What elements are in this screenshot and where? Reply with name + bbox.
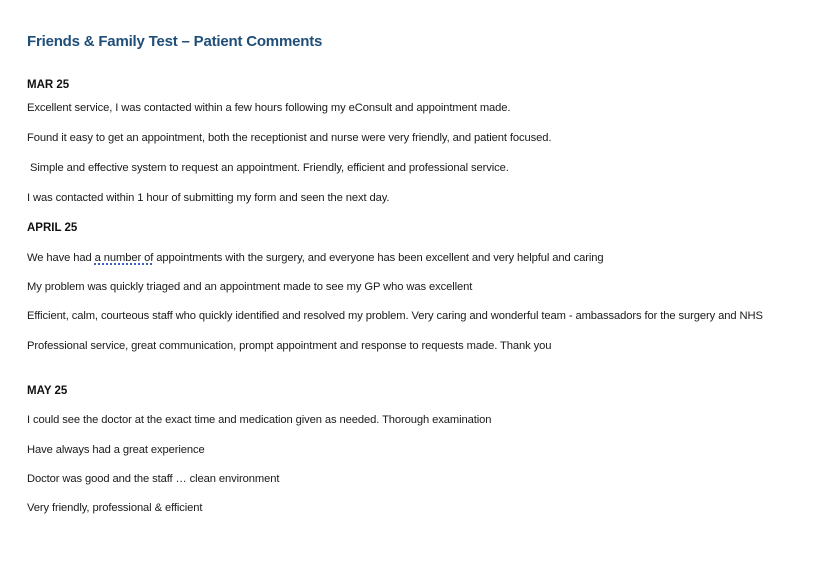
- section-heading-mar-25: MAR 25: [27, 79, 70, 91]
- comment-text: I could see the doctor at the exact time and medication given as needed. Thorough examination: [27, 414, 492, 426]
- comment-text: My problem was quickly triaged and an appointment made to see my GP who was excellent: [27, 281, 473, 293]
- grammar-flagged-phrase[interactable]: a number of: [94, 252, 154, 264]
- section-heading-april-25: APRIL 25: [27, 222, 78, 234]
- comment-text: Professional service, great communication, prompt appointment and response to requests made. Thank you: [27, 340, 552, 352]
- comment-text: Excellent service, I was contacted within a few hours following my eConsult and appointment made.: [27, 102, 511, 114]
- comment-text: Doctor was good and the staff … clean environment: [27, 473, 280, 485]
- comment-text-part: appointments with the surgery, and everyone has been excellent and very helpful and caring: [153, 252, 604, 264]
- document-title: Friends & Family Test – Patient Comments: [27, 33, 323, 50]
- comment-text: I was contacted within 1 hour of submitting my form and seen the next day.: [27, 192, 390, 204]
- comment-text: Efficient, calm, courteous staff who quickly identified and resolved my problem. Very caring and wonderful team - ambassadors for the surgery and NHS: [27, 310, 763, 322]
- comment-text: Simple and effective system to request an appointment. Friendly, efficient and professional service.: [27, 162, 509, 174]
- comment-text: Very friendly, professional & efficient: [27, 502, 203, 514]
- comment-text: [27, 252, 604, 264]
- comment-text: Have always had a great experience: [27, 444, 205, 456]
- section-heading-may-25: MAY 25: [27, 385, 68, 397]
- comment-text: Found it easy to get an appointment, both the receptionist and nurse were very friendly, and patient focused.: [27, 132, 552, 144]
- comment-text-part: We have had: [27, 252, 95, 264]
